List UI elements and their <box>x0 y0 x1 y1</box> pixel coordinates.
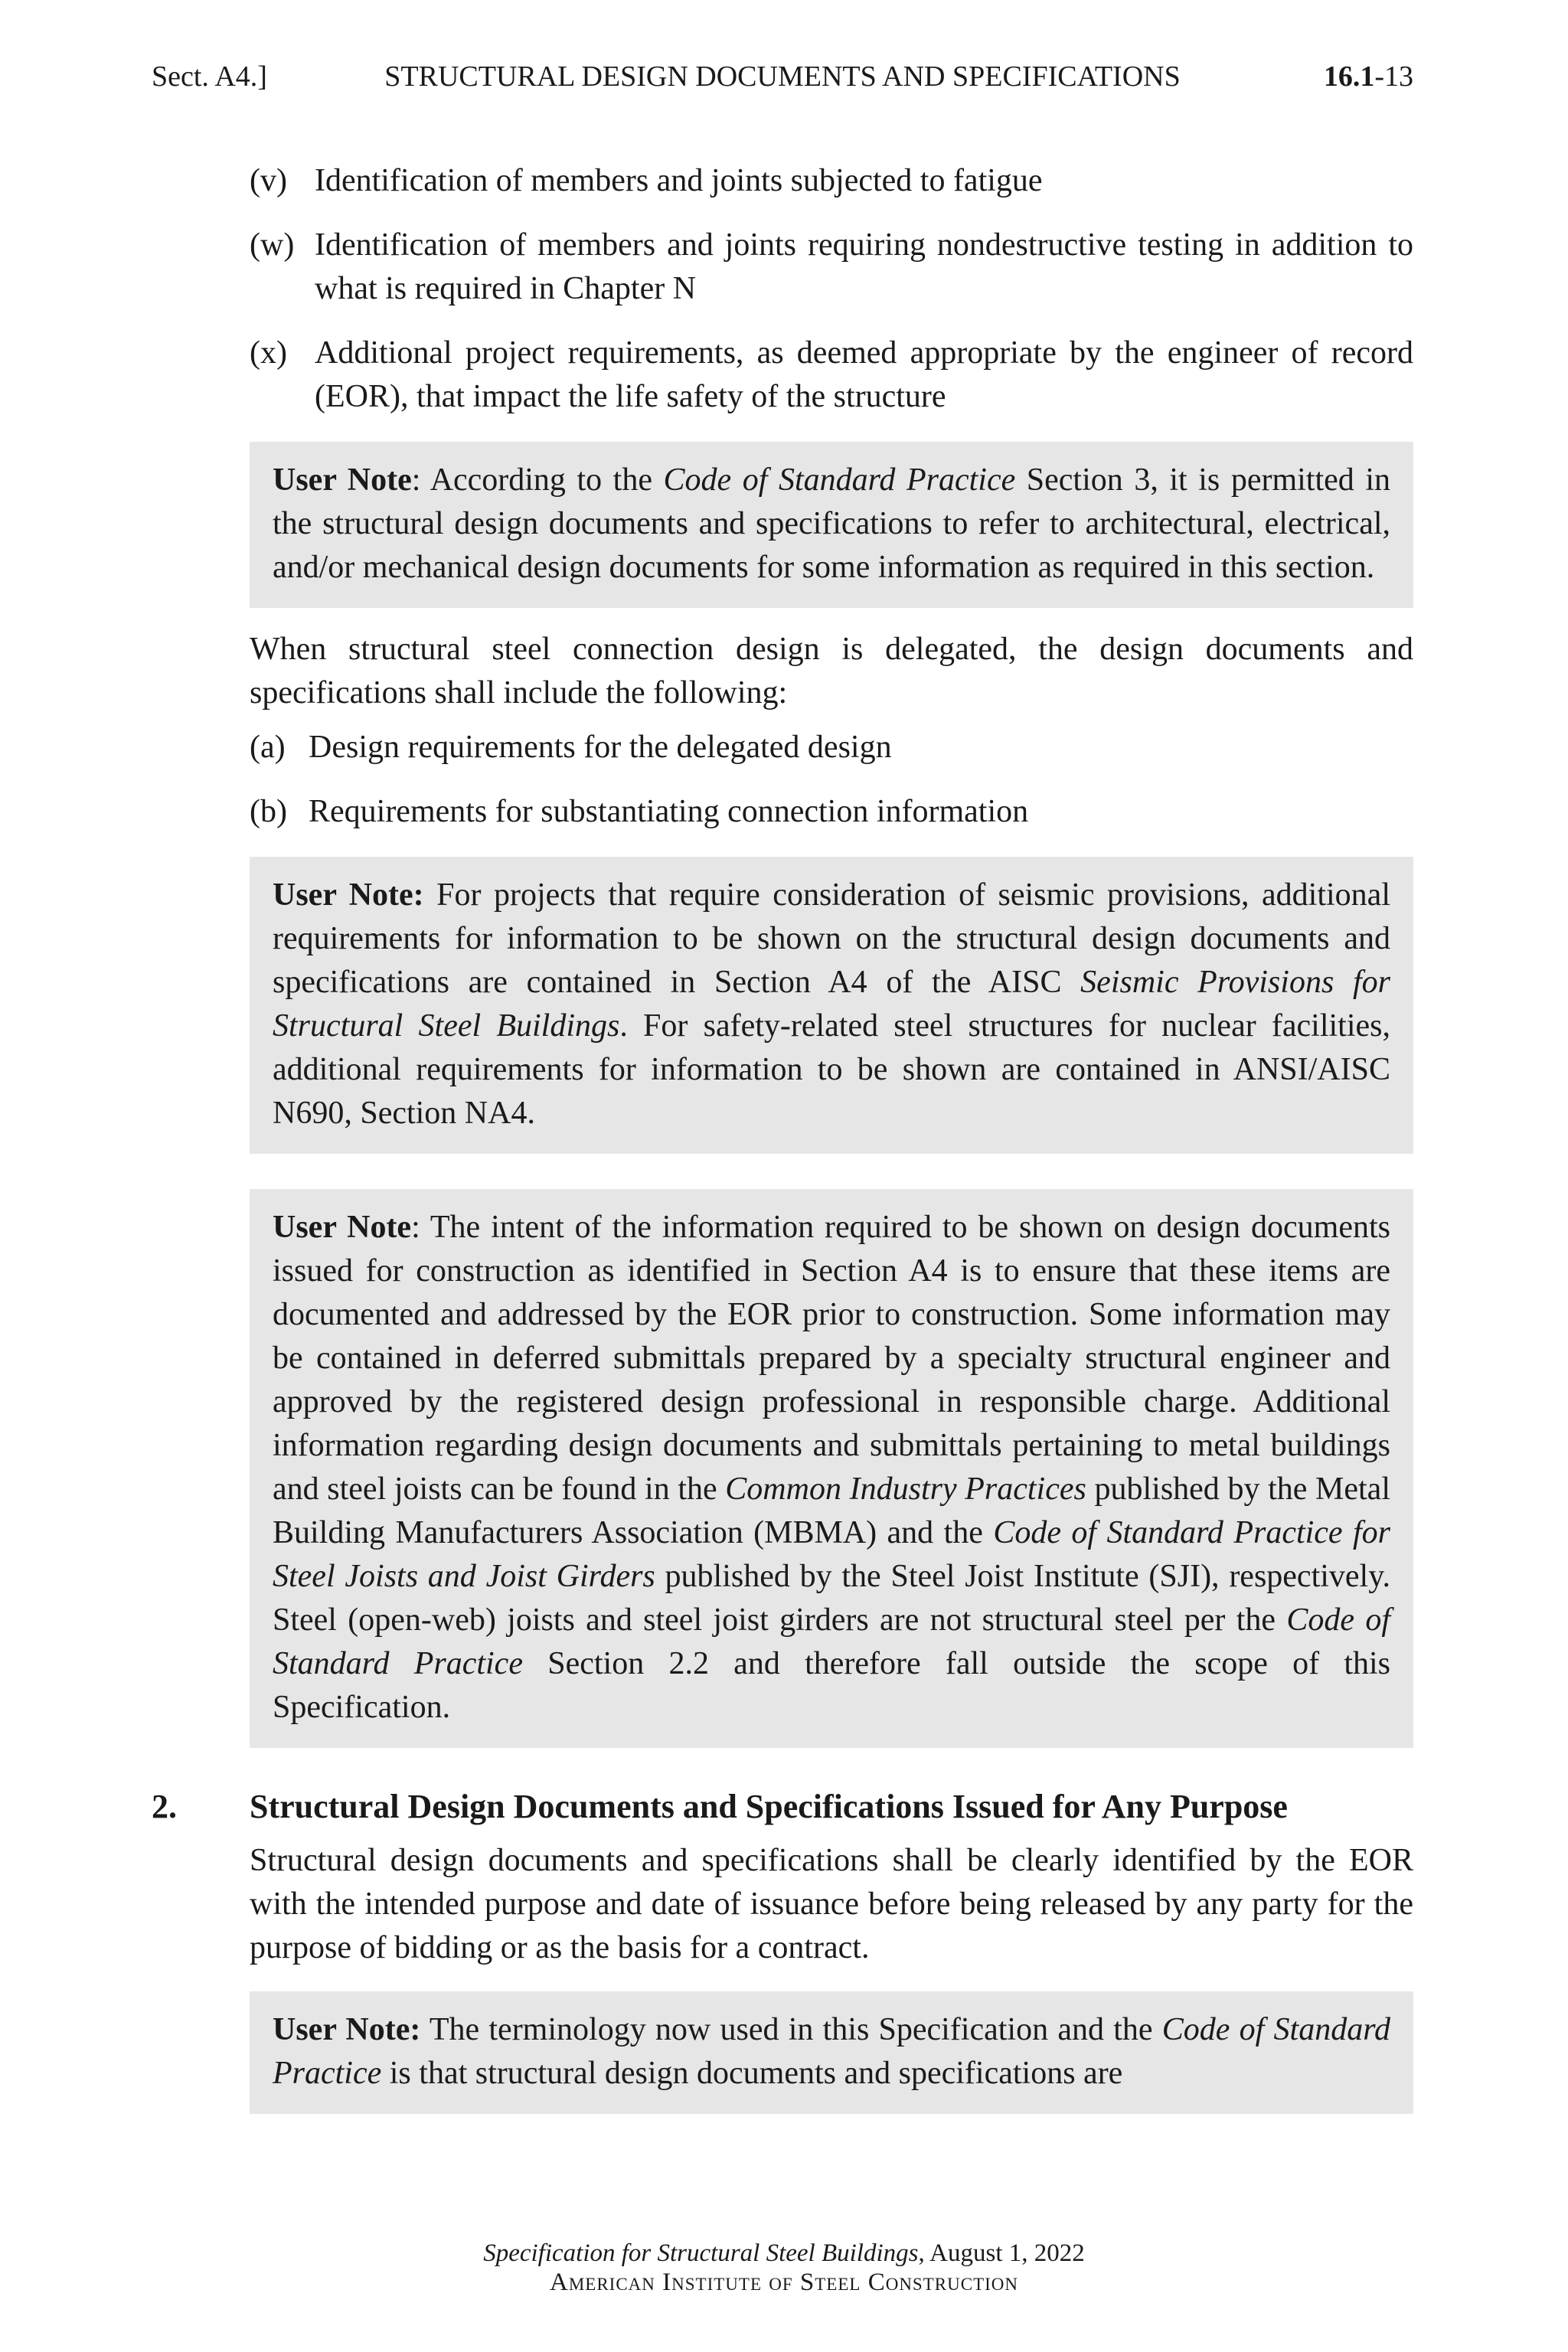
user-note-label: User Note <box>273 1210 412 1245</box>
footer-publication-title: Specification for Structural Steel Buildings <box>483 2239 919 2267</box>
list-marker: (b) <box>250 794 287 829</box>
footer-date: , August 1, 2022 <box>918 2239 1085 2267</box>
user-note-4 <box>250 1991 1413 2114</box>
note-text: Section 3, it is permitted in the structural design documents and specifications to refer to architectural, electrical, and/or mechanical design documents for some information as required in this section. <box>273 462 1390 585</box>
list-marker: (x) <box>250 335 287 371</box>
list-marker: (a) <box>250 730 286 765</box>
section-title: Structural Design Documents and Specifications Issued for Any Purpose <box>250 1788 1288 1825</box>
list-item-text: Requirements for substantiating connection information <box>309 794 1029 829</box>
list-item-text: Identification of members and joints requiring nondestructive testing in addition to what is required in Chapter N <box>315 227 1413 306</box>
note-text: For projects that require consideration of seismic provisions, additional requirements for information to be shown on the structural design documents and specifications are contained in Section A4 of the AISC <box>273 877 1390 1000</box>
note-italic-title: Code of Standard Practice for Steel Joists and Joist Girders <box>273 1515 1390 1594</box>
note-text: Section 2.2 and therefore fall outside the scope of this Specification. <box>273 1646 1390 1725</box>
note-italic-title: Code of Standard Practice <box>273 1602 1390 1681</box>
list-item-w <box>250 224 1413 311</box>
page-body <box>152 159 1413 2134</box>
footer-line-1 <box>0 2239 1568 2268</box>
delegated-design-paragraph: When structural steel connection design is delegated, the design documents and specifications shall include the following: <box>250 632 1413 710</box>
list-item-text: Identification of members and joints subjected to fatigue <box>315 163 1043 198</box>
note-text: published by the Metal Building Manufacturers Association (MBMA) and the <box>273 1472 1390 1550</box>
user-note-label: User Note: <box>273 877 424 913</box>
note-text: . For safety-related steel structures for nuclear facilities, additional requirements for information to be shown are contained in ANSI/AISC N690, Section NA4. <box>273 1008 1390 1131</box>
user-note-2 <box>250 857 1413 1154</box>
list-item-x <box>250 332 1413 419</box>
header-section-ref: Sect. A4.] <box>152 60 267 93</box>
footer-publisher: American Institute of Steel Construction <box>550 2269 1018 2296</box>
user-note-3 <box>250 1189 1413 1748</box>
user-note-1 <box>250 442 1413 608</box>
page-footer <box>0 2239 1568 2297</box>
note-text: is that structural design documents and specifications are <box>381 2056 1123 2091</box>
running-header <box>152 55 1413 98</box>
list-item-text: Design requirements for the delegated design <box>309 730 892 765</box>
note-text: The terminology now used in this Specification and the <box>420 2012 1162 2047</box>
list-item-a <box>250 726 1413 769</box>
list-marker: (w) <box>250 227 295 263</box>
note-text: : According to the <box>411 462 664 498</box>
note-text: published by the Steel Joist Institute (SJI), respectively. Steel (open-web) joists and steel joist girders are not structural steel per the <box>273 1559 1390 1638</box>
note-italic-title: Code of Standard Practice <box>663 462 1016 498</box>
list-item-b <box>250 790 1413 834</box>
section-heading-2 <box>152 1785 1413 1828</box>
list-item-text: Additional project requirements, as deemed appropriate by the engineer of record (EOR), that impact the life safety of the structure <box>315 335 1413 414</box>
note-italic-title: Common Industry Practices <box>725 1472 1086 1507</box>
note-italic-title: Seismic Provisions for Structural Steel Buildings <box>273 965 1391 1044</box>
page-number-rest: -13 <box>1374 60 1413 93</box>
section-2-paragraph: Structural design documents and specifications shall be clearly identified by the EOR with the intended purpose and date of issuance before being released by any party for the purpose of bidding or as the basis for a contract. <box>250 1843 1413 1965</box>
note-italic-title: Code of Standard Practice <box>273 2012 1390 2091</box>
note-text: : The intent of the information required to be shown on design documents issued for construction as identified in Section A4 is to ensure that these items are documented and addressed by the EOR prior to construction. Some information may be contained in deferred submittals prepared by a specialty structural engineer and approved by the registered design professional in responsible charge. Additional information regarding design documents and submittals pertaining to metal buildings and steel joists can be found in the <box>273 1210 1390 1507</box>
user-note-label: User Note <box>273 462 412 498</box>
header-page-number <box>1324 55 1413 98</box>
section-number: 2. <box>152 1788 177 1825</box>
header-title: STRUCTURAL DESIGN DOCUMENTS AND SPECIFICATIONS <box>384 60 1181 93</box>
list-item-v <box>250 159 1413 203</box>
page-number-bold: 16.1 <box>1323 60 1375 93</box>
list-vwx <box>250 159 1413 419</box>
list-ab <box>250 726 1413 834</box>
list-marker: (v) <box>250 163 287 198</box>
user-note-label: User Note: <box>273 2012 421 2047</box>
